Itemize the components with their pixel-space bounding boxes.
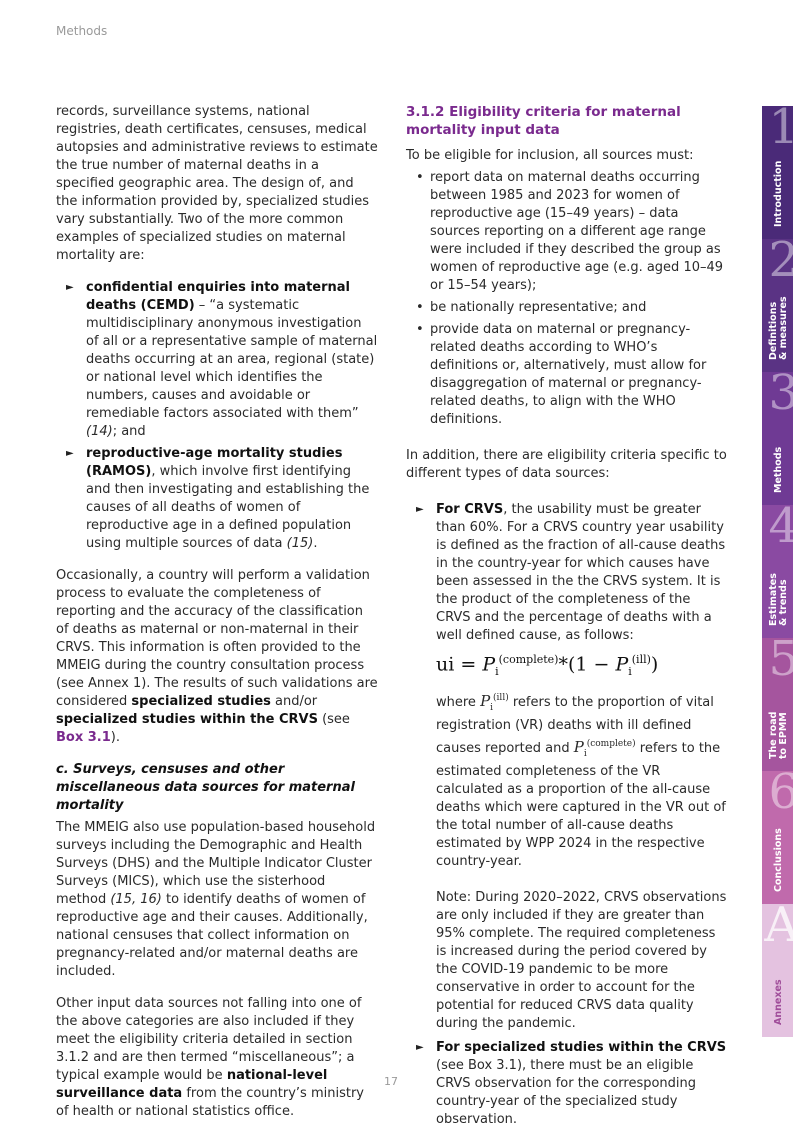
formula-close: ) <box>650 653 659 676</box>
formula-index: i <box>490 703 494 714</box>
box-3-1-link[interactable]: Box 3.1 <box>56 730 111 745</box>
usability-formula <box>436 651 728 681</box>
tab-label: Conclusions <box>772 828 784 892</box>
term-specialized-crvs: For specialized studies within the CRVS <box>436 1040 727 1056</box>
list-item <box>406 169 728 295</box>
list-item <box>56 279 378 441</box>
list-item-text: be nationally representative; and <box>430 300 647 315</box>
paragraph-text: (see <box>317 712 350 727</box>
paragraph-text: Other input data sources not falling into one of the above categories are also included if they meet the eligibility criteria detailed in section 3.1.2 and are then termed “miscellaneous”; a typical example would be <box>56 996 362 1083</box>
tab-estimates[interactable] <box>762 498 799 638</box>
tab-label <box>769 296 789 360</box>
page-number: 17 <box>384 1075 398 1088</box>
formula-superscript: (complete) <box>586 739 636 750</box>
list-item-text: provide data on maternal or pregnancy-related deaths according to WHO’s definitions or, alternatively, must allow for disaggregation of maternal or pregnancy-related deaths, to align with the WHO definitions. <box>430 322 707 427</box>
tab-number: 1 <box>768 99 799 155</box>
formula-explanation <box>436 689 728 871</box>
tab-label: Introduction <box>772 160 784 227</box>
tab-number: 3 <box>768 365 799 421</box>
left-column <box>56 103 378 1135</box>
paragraph-text: to identify deaths of women of reproductive age and their causes. Additionally, national censuses that collect information on pregnancy-related and/or maternal deaths are included. <box>56 892 368 979</box>
paragraph <box>56 995 378 1121</box>
inline-math <box>573 738 636 760</box>
citation: (15) <box>286 536 314 551</box>
paragraph: records, surveillance systems, national registries, death certificates, censuses, medical autopsies and administrative reviews to estimate the true number of maternal deaths in a specified geographic area. The design of, and the information provided by, specialized studies vary substantially. Two of the more common examples of specialized studies on maternal mortality are: <box>56 104 378 263</box>
list-item-text: (see Box 3.1), there must be an eligible CRVS observation for the corresponding country-year of the specialized study observation. <box>436 1058 697 1128</box>
paragraph: In addition, there are eligibility criteria specific to different types of data sources: <box>406 448 727 481</box>
paragraph: To be eligible for inclusion, all sources must: <box>406 148 694 163</box>
tab-label-line: Definitions <box>767 301 779 360</box>
citation: (14) <box>86 424 113 439</box>
term-ramos: reproductive-age mortality studies (RAMOS) <box>86 446 343 479</box>
formula-superscript: (ill) <box>493 693 509 704</box>
citation: (15, 16) <box>110 892 162 907</box>
tab-number: 6 <box>768 764 799 820</box>
tab-methods[interactable] <box>762 365 799 505</box>
source-criteria-list <box>406 501 728 1129</box>
term-tail: ; and <box>112 424 146 439</box>
running-head: Methods <box>56 24 108 38</box>
tab-label <box>769 712 789 759</box>
arrow-bullet-icon: ► <box>66 282 74 293</box>
bullet-dot-icon: • <box>416 322 424 337</box>
tab-label-line: Estimates <box>767 573 779 626</box>
term-cemd: confidential enquiries into maternal deaths (CEMD) <box>86 280 350 313</box>
tab-number: 2 <box>768 232 799 288</box>
tab-number: 4 <box>768 498 799 554</box>
section-title: 3.1.2 Eligibility criteria for maternal mortality input data <box>406 104 681 138</box>
tab-label-line: to EPMM <box>777 712 789 759</box>
tab-label: Methods <box>772 446 784 493</box>
formula-var: P <box>480 692 491 711</box>
tab-road-to-epmm[interactable] <box>762 631 799 771</box>
term-specialized-studies-crvs: specialized studies within the CRVS <box>56 712 318 727</box>
list-item-text: , the usability must be greater than 60%. For a CRVS country year usability is defined as the fraction of all-cause deaths in the country-year for which causes have been assessed in the the CRVS system. It is the product of the completeness of the CRVS and the percentage of deaths with a well defined cause, as follows: <box>436 502 726 643</box>
formula-var: P <box>573 738 584 757</box>
paragraph-text: and/or <box>270 694 318 709</box>
bullet-dot-icon: • <box>416 170 424 185</box>
formula-index: i <box>628 665 632 679</box>
list-item-text: report data on maternal deaths occurring between 1985 and 2023 for women of reproductive age (15–49 years) – data sources reporting on a different age range were included if they described the group as women of reproductive age (e.g. aged 10–49 or 15–54 years); <box>430 170 724 293</box>
tab-definitions[interactable] <box>762 232 799 372</box>
term-text: , which involve first identifying and then investigating and establishing the causes of all deaths of women of reproductive age in a defined population using multiple sources of data <box>86 464 370 551</box>
formula-lhs: ui = <box>436 653 483 676</box>
text: refers to the estimated completeness of the VR calculated as a proportion of the all-cause deaths which were captured in the VR out of the total number of all-cause deaths estimated by WPP 2024 in the respective country-year. <box>436 741 726 870</box>
term-tail: . <box>313 536 318 551</box>
specialized-studies-list <box>56 279 378 553</box>
tab-number: A <box>764 897 799 953</box>
text: where <box>436 695 481 711</box>
inline-math <box>480 692 509 714</box>
arrow-bullet-icon: ► <box>416 1042 424 1054</box>
tab-label-line: & trends <box>777 579 789 626</box>
tab-label-line: & measures <box>777 296 789 360</box>
formula-var: P <box>482 653 496 676</box>
paragraph-text: Occasionally, a country will perform a validation process to evaluate the completeness of reporting and the accuracy of the classification of deaths as maternal or non-maternal in their CRVS. This information is often provided to the MMEIG during the country consultation process (see Annex 1). The results of such validations are considered <box>56 568 378 709</box>
formula-index: i <box>495 665 499 679</box>
eligibility-list <box>406 169 728 429</box>
paragraph <box>56 567 378 747</box>
paragraph-text: ). <box>110 730 120 745</box>
tab-label-line: The road <box>767 711 779 759</box>
tab-annexes[interactable] <box>762 897 799 1037</box>
list-item <box>406 299 728 317</box>
paragraph-text: The MMEIG also use population-based household surveys including the Demographic and Health Surveys (DHS) and the Multiple Indicator Cluster Surveys (MICS), which use the sisterhood method <box>56 820 376 907</box>
term-crvs: For CRVS <box>436 502 504 517</box>
arrow-bullet-icon: ► <box>66 448 74 459</box>
formula-superscript: (complete) <box>498 653 559 666</box>
term-surveillance: national-level surveillance data <box>56 1068 328 1101</box>
arrow-bullet-icon: ► <box>416 504 424 515</box>
right-column <box>406 103 728 1143</box>
paragraph-text: from the country’s ministry of health or national statistics office. <box>56 1086 364 1119</box>
paragraph <box>56 819 378 981</box>
list-item <box>406 501 728 1033</box>
formula-op: *(1 − <box>558 653 616 676</box>
note: Note: During 2020–2022, CRVS observations are only included if they are greater than 95% complete. The required completeness is increased during the period covered by the COVID-19 pandemic to be more conservative in order to account for the potential for reduced CRVS data quality during the pandemic. <box>436 890 727 1032</box>
term-specialized-studies: specialized studies <box>131 694 271 709</box>
tab-label <box>769 573 789 626</box>
tab-introduction[interactable] <box>762 99 799 239</box>
chapter-tabs <box>762 99 799 1037</box>
subheading-surveys: c. Surveys, censuses and other miscellaneous data sources for maternal mortality <box>56 762 355 813</box>
text: refers to the proportion of vital registration (VR) deaths with ill defined causes reported and <box>436 695 714 757</box>
tab-label: Annexes <box>772 979 784 1025</box>
tab-number: 5 <box>768 631 799 687</box>
bullet-dot-icon: • <box>416 300 424 315</box>
tab-conclusions[interactable] <box>762 764 799 904</box>
formula-superscript: (ill) <box>631 653 651 666</box>
term-text: – “a systematic multidisciplinary anonymous investigation of all or a representative sample of maternal deaths occurring at an area, regional (state) or national level which identifies the numbers, causes and avoidable or remediable factors associated with them” <box>86 298 378 421</box>
list-item <box>406 321 728 429</box>
formula-index: i <box>583 749 587 760</box>
formula-var: P <box>615 653 629 676</box>
list-item <box>56 445 378 553</box>
